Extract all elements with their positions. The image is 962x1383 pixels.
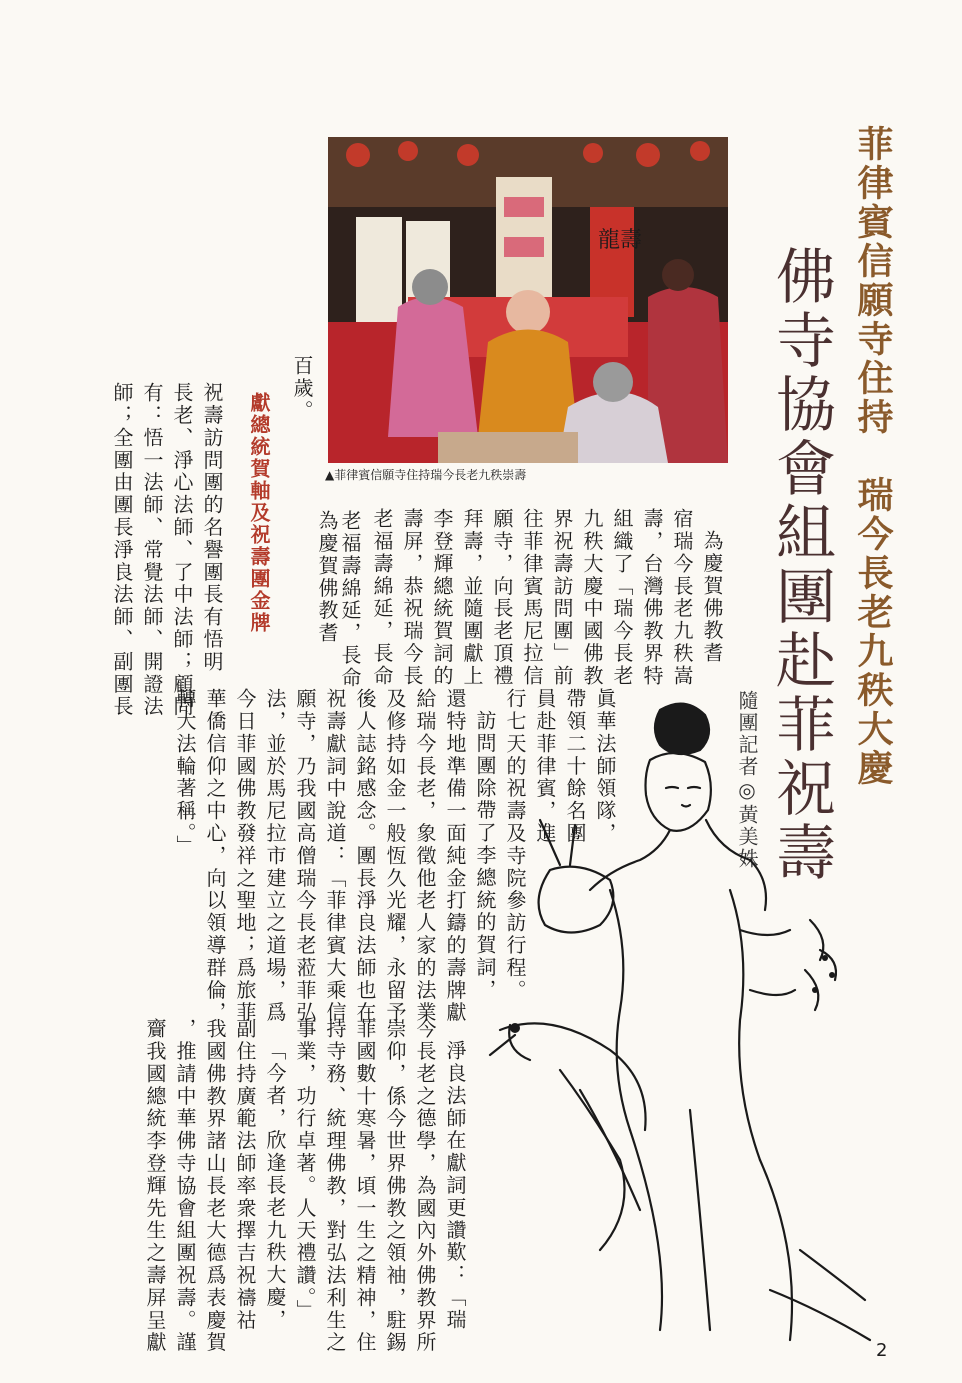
- article-line: 有：悟一法師、常覺法師、開證法: [140, 382, 164, 718]
- article-line: 華僑信仰之中心，向以領導群倫，: [203, 688, 227, 1024]
- article-line: 訪問團除帶了李總統的賀詞，: [473, 710, 497, 1002]
- article-line: 壽屏，恭祝瑞今長: [400, 508, 424, 688]
- page-number: 2: [876, 1340, 888, 1361]
- article-line: 願寺，向長老頂禮: [490, 508, 514, 688]
- article-line: 師；全團由團長淨良法師、副團長: [110, 382, 134, 718]
- article-line: 今日菲國佛教發祥之聖地；爲旅菲: [233, 688, 257, 1024]
- article-line: 長老、淨心法師、了中法師；顧問: [170, 382, 194, 718]
- article-line: 往菲律賓馬尼拉信: [520, 508, 544, 688]
- article-line: 拜壽，並隨團獻上: [460, 508, 484, 688]
- article-line: 齎我國總統李登輝先生之壽屏呈獻: [143, 1018, 167, 1354]
- article-line: 祝壽獻詞中說道：「菲律賓大乘信: [323, 688, 347, 1024]
- article-line: 老福壽綿延，長命: [370, 508, 394, 688]
- ceremony-photo: [328, 137, 728, 463]
- article-line: 宿瑞今長老九秩嵩: [670, 508, 694, 688]
- ink-illustration: [470, 690, 890, 1350]
- article-line: 給瑞今長老，象徵他老人家的法業: [413, 688, 437, 1024]
- banner-text: 龍壽: [598, 228, 643, 253]
- article-line: 界祝壽訪問團」前: [550, 508, 574, 688]
- byline: 隨團記者◎黃美姝: [735, 690, 759, 870]
- article-line: 帶領二十餘名團: [563, 688, 587, 845]
- article-line: 崇仰，係今世界佛教之領袖，駐錫: [383, 1018, 407, 1354]
- article-line: 菲國數十寒暑，頃一生之精神，住: [353, 1018, 377, 1354]
- article-line: 今長老之德學，為國內外佛教界所: [413, 1018, 437, 1354]
- article-line: 員赴菲律賓，進: [533, 688, 557, 845]
- article-line: 持寺務、統理佛教，對弘法利生之: [323, 1018, 347, 1354]
- article-line: 李登輝總統賀詞的: [430, 508, 454, 688]
- article-line: 組織了「瑞今長老: [610, 508, 634, 688]
- section-subheading: 獻總統賀軸及祝壽團金牌: [247, 392, 271, 634]
- article-line: 壽，台灣佛教界特: [640, 508, 664, 688]
- article-line: 轉大法輪著稱。」: [173, 688, 197, 858]
- photo-caption: ▲菲律賓信願寺住持瑞今長老九秩崇壽: [325, 468, 527, 482]
- article-line: 祝壽訪問團的名譽團長有悟明: [200, 382, 224, 674]
- article-line: 眞華法師領隊，: [593, 688, 617, 845]
- article-line: 及修持如金一般恆久光耀，永留予: [383, 688, 407, 1024]
- article-line: 為慶賀佛教耆: [700, 530, 724, 665]
- headline-main: 佛寺協會組團赴菲祝壽: [766, 245, 836, 885]
- article-line: 老福壽綿延，長命: [338, 510, 362, 690]
- article-section-1: [338, 510, 362, 710]
- article-line: 行七天的祝壽及寺院參訪行程。: [503, 688, 527, 1002]
- article-line: 後人誌銘感念。團長淨良法師也在: [353, 688, 377, 1024]
- article-line: 百歲。: [290, 355, 314, 423]
- article-line: 「今者，欣逢長老九秩大慶，: [263, 1040, 287, 1332]
- article-line: 願寺，乃我國高僧瑞今長老蒞菲弘: [293, 688, 317, 1024]
- article-line: 事業，功行卓著。人天禮讚。」: [293, 1018, 317, 1322]
- article-line: 副住持廣範法師率衆擇吉祝禱祜: [233, 1018, 257, 1332]
- article-line: ，推請中華佛寺協會組團祝壽。謹: [173, 1018, 197, 1354]
- headline-primary: 菲律賓信願寺住持 瑞今長老九秩大慶: [852, 125, 894, 788]
- article-line: 淨良法師在獻詞更讚歎：「瑞: [443, 1040, 467, 1332]
- article-line: 法，並於馬尼拉市建立之道場，爲: [263, 688, 287, 1024]
- article-section-1a: 為慶賀佛教耆: [315, 510, 339, 645]
- article-line: 還特地準備一面純金打鑄的壽牌獻: [443, 688, 467, 1024]
- article-line: 九秩大慶中國佛教: [580, 508, 604, 688]
- article-line: 我國佛教界諸山長老大德爲表慶賀: [203, 1018, 227, 1354]
